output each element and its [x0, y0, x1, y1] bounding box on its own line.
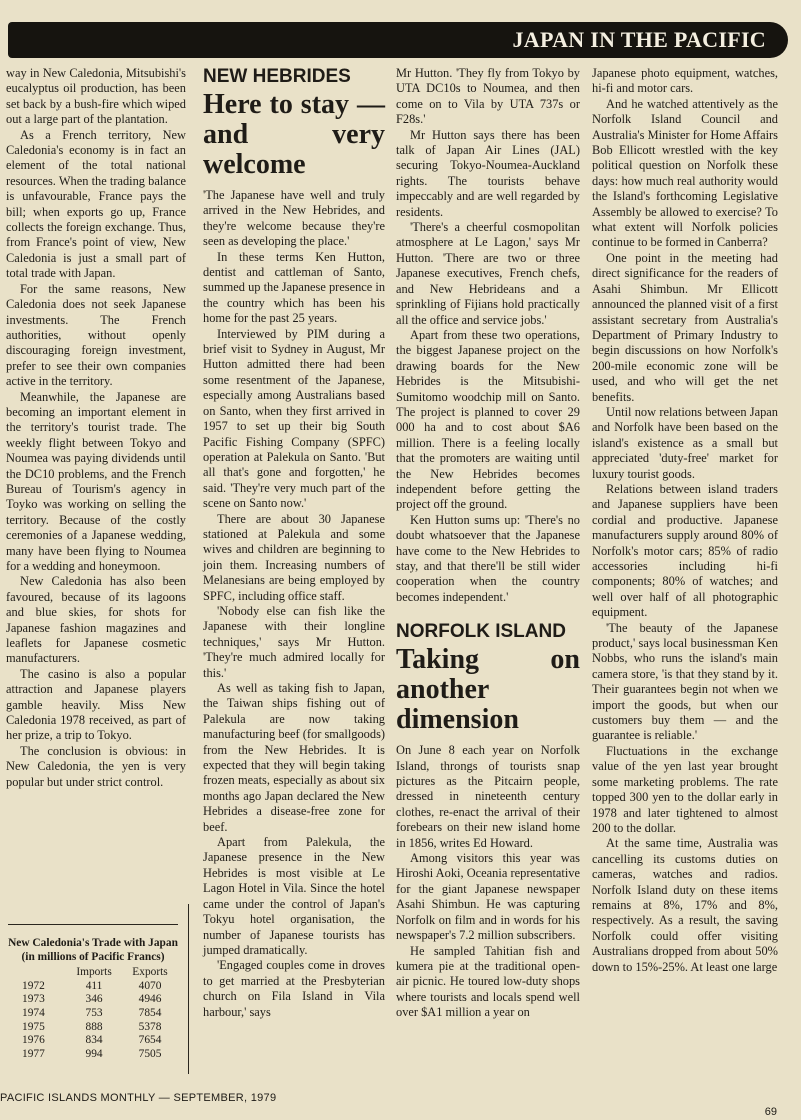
- article-paragraph: 'Nobody else can fish like the Japanese with their longline techniques,' says Mr Hutton. 'They're much admired locally for this.': [203, 603, 385, 680]
- table-row: [8, 993, 178, 1007]
- table-cell: 346: [85, 993, 103, 1006]
- section-label-new-hebrides: NEW HEBRIDES: [203, 66, 351, 87]
- table-cell: 753: [85, 1006, 103, 1019]
- article-paragraph: As well as taking fish to Japan, the Taiwan ships fishing out of Palekula are now taking manufacturing beef (for smallgoods) from the New Hebrides. It is expected that they will begin taking frozen meats, especially as about six months ago Japan declared the New Hebrides a disease-free zone for beef.: [203, 681, 386, 834]
- article-paragraph: Ken Hutton sums up: 'There's no doubt whatsoever that the Japanese have come to the New Hebrides to stay, and that there'll be still wider cooperation when the country becomes independent.': [396, 512, 580, 604]
- column-2: [203, 66, 385, 1020]
- article-paragraph: way in New Caledonia, Mitsubishi's eucalyptus oil production, has been set back by a bush-fire which wiped out a large part of the plantation.: [6, 66, 186, 127]
- table-row: [8, 1021, 178, 1035]
- article-paragraph: New Caledonia has also been favoured, because of its lagoons and blue skies, for shots for Japanese fashion magazines and leaflets for Japanese cosmetic manufacturers.: [6, 574, 186, 666]
- article-paragraph: 'There's a cheerful cosmopolitan atmosphere at Le Lagon,' says Mr Hutton. 'There are two or three Japanese executives, French chefs, and New Hebrideans and a sprinkling of Fijians hold practically all the office and service jobs.': [396, 220, 580, 327]
- table-header: Exports: [132, 966, 168, 979]
- section-banner: [8, 22, 788, 58]
- trade-table-box: [8, 924, 178, 1089]
- table-cell: 411: [85, 979, 103, 992]
- article-paragraph: Until now relations between Japan and Norfolk have been based on the island's existence as a small but appreciated 'duty-free' market for luxury tourist goods.: [592, 404, 778, 481]
- article-paragraph: There are about 30 Japanese stationed at Palekula and some wives and children are beginning to join them. Increasing numbers of Melanesians are being employed by SPFC, including office staff.: [203, 511, 385, 603]
- article-paragraph: For the same reasons, New Caledonia does not seek Japanese investments. The French authorities, without openly discouraging foreign investment, prefer to see their own companies active in the territory.: [6, 281, 186, 389]
- article-paragraph: At the same time, Australia was cancelling its customs duties on cameras, watches and radios. Norfolk Island duty on these items remains at 8%, 17% and 8%, respectively. As a result, the saving Norfolk could offer visiting Australians dropped from about 50% down to 15%-25%. At least one large: [592, 836, 778, 974]
- page-footer: PACIFIC ISLANDS MONTHLY — SEPTEMBER, 1979: [0, 1092, 277, 1104]
- headline-new-hebrides: Here to stay — and very welcome: [203, 89, 385, 180]
- table-cell: 1973: [22, 993, 45, 1006]
- table-cell: 1974: [22, 1006, 45, 1019]
- article-paragraph: 'Engaged couples come in droves to get married at the Presbyterian church on Fila Island in Vila harbour,' says: [203, 958, 385, 1019]
- article-paragraph: And he watched attentively as the Norfolk Island Council and Australia's Minister for Home Affairs Bob Ellicott wrestled with the key political question on Norfolk these days: how much real authority would the Island's forthcoming Legislative Assembly be allowed to exercise? To what extent will Norfolk policies continue to be formed in Canberra?: [592, 96, 778, 250]
- trade-table: [8, 966, 178, 1061]
- article-paragraph: 'The beauty of the Japanese product,' says local businessman Ken Nobbs, who runs the island's main camera store, 'is that they stand by it. Their guarantees begin not when we import the goods, but when our customers buy them — and the guarantee is reliable.': [592, 620, 778, 743]
- article-paragraph: In these terms Ken Hutton, dentist and cattleman of Santo, summed up the Japanese presence in the country which has been his home for the past 25 years.: [203, 249, 386, 326]
- table-row: [8, 980, 178, 994]
- table-cell: 7654: [138, 1034, 162, 1047]
- table-cell: 4946: [138, 993, 162, 1006]
- table-cell: 888: [85, 1020, 103, 1033]
- article-paragraph: Apart from these two operations, the biggest Japanese project on the drawing boards for the New Hebrides is the Mitsubishi-Sumitomo woodchip mill on Santo. The project is planned to cover 29 000 ha and to cost about $A6 million. There is a feeling locally that the promoters are waiting until the New Hebrides becomes independent before getting the project off the ground.: [396, 327, 580, 512]
- table-header: Imports: [76, 966, 112, 979]
- article-paragraph: Apart from Palekula, the Japanese presence in the New Hebrides is most visible at Le Lagon Hotel in Vila. Since the hotel came under the control of Japan's Tokyu hotel organisation, the number of Japanese tourists has jumped dramatically.: [203, 835, 385, 957]
- column-1: [6, 66, 186, 790]
- article-paragraph: The casino is also a popular attraction and Japanese players gamble heavily. Miss New Caledonia 1978 received, as part of her prize, a trip to Tokyo.: [6, 666, 186, 743]
- table-cell: 7505: [138, 1047, 162, 1060]
- table-header: [8, 966, 66, 980]
- table-row: [8, 1034, 178, 1048]
- article-paragraph: 'The Japanese have well and truly arrived in the New Hebrides, and they're welcome because they're seen as developing the place.': [203, 188, 385, 249]
- article-paragraph: Fluctuations in the exchange value of the yen last year brought some marketing problems. The rate topped 300 yen to the dollar early in 1978 and later tightened to almost 200 to the dollar.: [592, 743, 778, 835]
- article-paragraph: On June 8 each year on Norfolk Island, throngs of tourists snap pictures as the Pitcairn people, dressed in nineteenth century clothes, re-enact the arrival of their forebears on their new island home in 1856, writes Ed Howard.: [396, 743, 580, 850]
- table-row: [8, 1048, 178, 1062]
- column-divider: [188, 904, 189, 1074]
- table-cell: 1976: [22, 1034, 45, 1047]
- trade-table-title: [8, 937, 178, 964]
- article-paragraph: Mr Hutton says there has been talk of Japan Air Lines (JAL) securing Tokyo-Noumea-Auckland rights. The tourists behave impeccably and are well regarded by residents.: [396, 127, 580, 219]
- table-cell: 994: [85, 1047, 103, 1060]
- article-paragraph: Meanwhile, the Japanese are becoming an important element in the territory's tourist trade. The weekly flight between Tokyo and Noumea was paying dividends until the DC10 problems, and the French Bureau of Tourism's agency in Toyko was working on selling the territory. Because of the costly ceremonies of a Japanese wedding, many have been flying to Noumea for a wedding and honeymoon.: [6, 389, 186, 573]
- column-4: [592, 66, 778, 975]
- article-paragraph: As a French territory, New Caledonia's economy is in fact an element of the total national resources. When the trading balance is unfavourable, France pays the bill; when exports go up, France collects the foreign exchange. Thus, from France's point of view, New Caledonia is just a small part of total trade with Japan.: [6, 127, 186, 281]
- article-paragraph: Relations between island traders and Japanese suppliers have been cordial and productive. Japanese manufacturers supply around 80% of Norfolk's motor cars; 85% of radio accessories including hi-fi components; 80% of watches; and well over half of all photographic equipment.: [592, 481, 778, 620]
- table-cell: 1975: [22, 1020, 45, 1033]
- banner-title: JAPAN IN THE PACIFIC: [512, 27, 766, 52]
- article-paragraph: The conclusion is obvious: in New Caledonia, the yen is very popular but under strict control.: [6, 743, 186, 789]
- trade-table-subtitle: (in millions of Pacific Francs): [21, 950, 165, 963]
- table-cell: 1977: [22, 1047, 45, 1060]
- column-3: [396, 66, 580, 1021]
- section-label-norfolk-island: NORFOLK ISLAND: [396, 621, 566, 643]
- article-paragraph: Among visitors this year was Hiroshi Aoki, Oceania representative for the giant Japanese newspaper Asahi Shimbun. He was capturing Norfolk on film and in words for his newspaper's 7.2 million subscribers.: [396, 851, 580, 943]
- table-cell: 4070: [138, 979, 162, 992]
- page-number: 69: [764, 1106, 777, 1118]
- table-row: [8, 1007, 178, 1021]
- article-paragraph: Mr Hutton. 'They fly from Tokyo by UTA DC10s to Noumea, and then come on to Vila by UTA 737s or F28s.': [396, 66, 580, 127]
- headline-norfolk-island: Taking on another dimension: [396, 644, 580, 736]
- article-paragraph: Interviewed by PIM during a brief visit to Sydney in August, Mr Hutton admitted there had been some resentment of the Japanese, especially among Australians based on Santo, when they first arrived in 1957 to set up their big South Pacific Fishing Company (SPFC) operation at Palekula on Santo. 'But all that's gone and forgotten,' he said. 'They're very much part of the scene on Santo now.': [203, 326, 385, 511]
- article-paragraph: He sampled Tahitian fish and kumera pie at the traditional open-air picnic. He toured low-duty shops where tourists and locals spend well over $A1 million a year on: [396, 943, 580, 1020]
- article-paragraph: One point in the meeting had direct significance for the readers of Asahi Shimbun. Mr Ellicott announced the planned visit of a first assistant secretary from Australia's Department of Primary Industry to begin discussions on how Norfolk's 200-mile economic zone will be used, and who will get the net benefits.: [592, 250, 778, 404]
- table-cell: 1972: [22, 979, 45, 992]
- table-cell: 834: [85, 1034, 103, 1047]
- table-cell: 5378: [138, 1020, 162, 1033]
- trade-table-title-line: New Caledonia's Trade with Japan: [8, 937, 178, 949]
- article-paragraph: Japanese photo equipment, watches, hi-fi and motor cars.: [592, 66, 778, 96]
- table-cell: 7854: [138, 1006, 162, 1019]
